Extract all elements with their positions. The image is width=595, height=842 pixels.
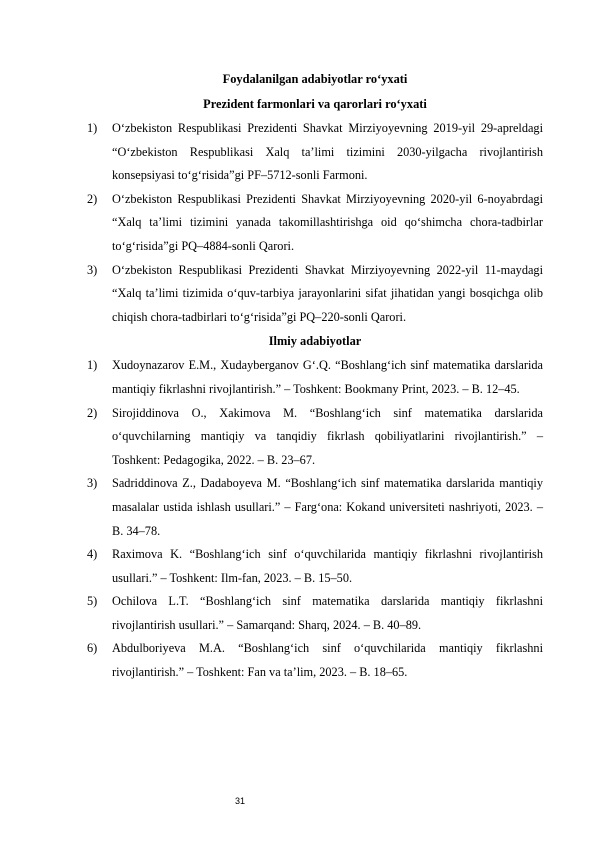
list-item	[87, 188, 543, 259]
list-item-text: Ochilova L.T. “Boshlang‘ich sinf matematika darslarida mantiqiy fikrlashni rivojlantirish usullari.” – Samarqand: Sharq, 2024. – B. 40–89.	[112, 594, 543, 632]
list-item-number: 2)	[87, 405, 98, 420]
list-item-number: 2)	[87, 191, 98, 206]
list-item-number: 3)	[87, 262, 98, 277]
list-item-number: 1)	[87, 358, 98, 373]
list-item	[87, 472, 543, 543]
decrees-list	[87, 117, 543, 329]
document-title: Foydalanilgan adabiyotlar ro‘yxati	[222, 72, 408, 86]
list-item-text: O‘zbekiston Respublikasi Prezidenti Shavkat Mirziyoyevning 2019-yil 29-apreldagi “O‘zbekiston Respublikasi Xalq ta’limi tizimini 2030-yilgacha rivojlantirish konsepsiyasi to‘g‘risida”gi PF–5712-sonli Farmoni.	[112, 121, 543, 183]
list-item	[87, 402, 543, 473]
section-heading-scientific: Ilmiy adabiyotlar	[268, 334, 362, 349]
scientific-literature-list	[87, 354, 543, 684]
list-item-number: 4)	[87, 547, 98, 562]
list-item-number: 3)	[87, 476, 98, 491]
list-item-number: 5)	[87, 594, 98, 609]
section-heading-decrees: Prezident farmonlari va qarorlari ro‘yxati	[203, 97, 427, 111]
list-item-number: 1)	[87, 121, 98, 135]
list-item	[87, 637, 543, 684]
list-item-text: Raximova K. “Boshlang‘ich sinf o‘quvchilarida mantiqiy fikrlashni rivojlantirish usullari.” – Toshkent: Ilm-fan, 2023. – B. 15–50.	[112, 547, 543, 585]
list-item-text: Xudoynazarov E.M., Xudayberganov G‘.Q. “Boshlang‘ich sinf matematika darslarida mantiqiy fikrlashni rivojlantirish.” – Toshkent: Bookmany Print, 2023. – B. 12–45.	[112, 358, 543, 396]
list-item-text: O‘zbekiston Respublikasi Prezidenti Shavkat Mirziyoyevning 2022-yil 11-maydagi “Xalq ta’limi tizimida o‘quv-tarbiya jarayonlarini sifat jihatidan yangi bosqichga olib chiqish chora-tadbirlari to‘g‘risida”gi PQ–220-sonli Qarori.	[112, 262, 543, 324]
list-item	[87, 543, 543, 590]
list-item	[87, 117, 543, 188]
list-item-text: Abdulboriyeva M.A. “Boshlang‘ich sinf o‘quvchilarida mantiqiy fikrlashni rivojlantirish.” – Toshkent: Fan va ta’lim, 2023. – B. 18–65.	[112, 641, 543, 680]
list-item-text: Sirojiddinova O., Xakimova M. “Boshlang‘ich sinf matematika darslarida o‘quvchilarning mantiqiy va tanqidiy fikrlash qobiliyatlarini rivojlantirish.” – Toshkent: Pedagogika, 2022. – B. 23–67.	[112, 405, 543, 467]
document-page	[87, 67, 543, 685]
page-number: 31	[234, 796, 245, 806]
list-item	[87, 590, 543, 637]
list-item	[87, 259, 543, 330]
list-item-text: O‘zbekiston Respublikasi Prezidenti Shavkat Mirziyoyevning 2020-yil 6-noyabrdagi “Xalq ta’limi tizimini yanada takomillashtirishga oid qo‘shimcha chora-tadbirlar to‘g‘risida”gi PQ–4884-sonli Qarori.	[112, 191, 543, 253]
list-item-number: 6)	[87, 641, 98, 656]
list-item	[87, 354, 543, 401]
list-item-text: Sadriddinova Z., Dadaboyeva M. “Boshlang‘ich sinf matematika darslarida mantiqiy masalalar ustida ishlash usullari.” – Farg‘ona: Kokand universiteti nashriyoti, 2023. – B. 34–78.	[112, 476, 543, 538]
